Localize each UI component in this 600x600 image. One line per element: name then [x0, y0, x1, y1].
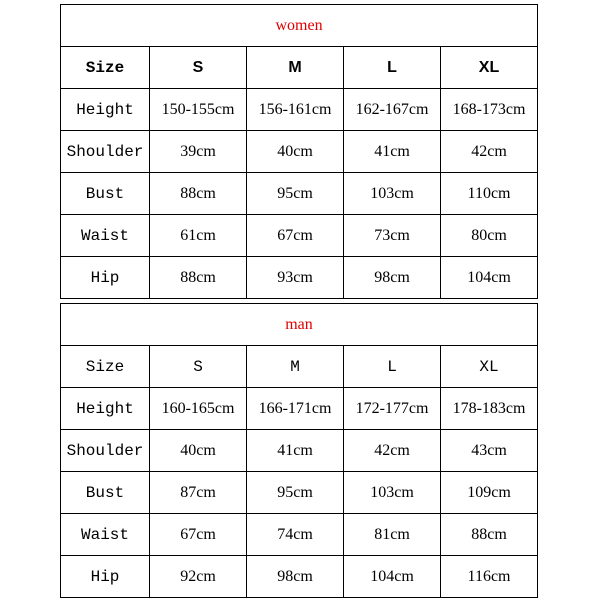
- table-cell: 43cm: [441, 430, 538, 472]
- row-label-bust: Bust: [61, 173, 150, 215]
- table-row: [61, 215, 538, 257]
- row-label-shoulder: Shoulder: [61, 430, 150, 472]
- row-label-waist: Waist: [61, 215, 150, 257]
- table-cell: 160-165cm: [150, 388, 247, 430]
- table-row: [61, 514, 538, 556]
- table-cell: 73cm: [344, 215, 441, 257]
- row-label-bust: Bust: [61, 472, 150, 514]
- women-table-title: women: [61, 5, 538, 47]
- table-cell: 61cm: [150, 215, 247, 257]
- table-row: [61, 472, 538, 514]
- table-cell: 92cm: [150, 556, 247, 598]
- table-cell: 103cm: [344, 173, 441, 215]
- table-row: [61, 89, 538, 131]
- row-label-hip: Hip: [61, 257, 150, 299]
- table-cell: 67cm: [247, 215, 344, 257]
- size-xl-header: XL: [441, 47, 538, 89]
- table-cell: 40cm: [150, 430, 247, 472]
- size-header-label: Size: [61, 346, 150, 388]
- table-cell: 88cm: [150, 257, 247, 299]
- table-cell: 95cm: [247, 173, 344, 215]
- table-cell: 88cm: [150, 173, 247, 215]
- table-cell: 39cm: [150, 131, 247, 173]
- row-label-height: Height: [61, 89, 150, 131]
- row-label-height: Height: [61, 388, 150, 430]
- table-cell: 98cm: [247, 556, 344, 598]
- size-header-label: Size: [61, 47, 150, 89]
- table-cell: 116cm: [441, 556, 538, 598]
- size-s-header: S: [150, 47, 247, 89]
- table-cell: 67cm: [150, 514, 247, 556]
- table-cell: 172-177cm: [344, 388, 441, 430]
- table-cell: 110cm: [441, 173, 538, 215]
- table-cell: 80cm: [441, 215, 538, 257]
- women-size-table: [60, 4, 538, 299]
- table-row: [61, 430, 538, 472]
- table-cell: 41cm: [247, 430, 344, 472]
- table-cell: 166-171cm: [247, 388, 344, 430]
- table-row: [61, 173, 538, 215]
- table-cell: 168-173cm: [441, 89, 538, 131]
- size-l-header: L: [344, 47, 441, 89]
- table-cell: 162-167cm: [344, 89, 441, 131]
- table-cell: 109cm: [441, 472, 538, 514]
- row-label-hip: Hip: [61, 556, 150, 598]
- table-row: [61, 556, 538, 598]
- table-cell: 95cm: [247, 472, 344, 514]
- table-cell: 88cm: [441, 514, 538, 556]
- women-size-header-row: [61, 47, 538, 89]
- table-cell: 156-161cm: [247, 89, 344, 131]
- table-row: [61, 388, 538, 430]
- man-table-title: man: [61, 304, 538, 346]
- table-cell: 150-155cm: [150, 89, 247, 131]
- table-row: [61, 131, 538, 173]
- table-cell: 104cm: [344, 556, 441, 598]
- size-l-header: L: [344, 346, 441, 388]
- table-row: [61, 257, 538, 299]
- table-cell: 87cm: [150, 472, 247, 514]
- table-cell: 74cm: [247, 514, 344, 556]
- table-cell: 103cm: [344, 472, 441, 514]
- table-cell: 40cm: [247, 131, 344, 173]
- size-m-header: M: [247, 47, 344, 89]
- table-cell: 42cm: [441, 131, 538, 173]
- row-label-waist: Waist: [61, 514, 150, 556]
- table-cell: 104cm: [441, 257, 538, 299]
- size-s-header: S: [150, 346, 247, 388]
- table-cell: 81cm: [344, 514, 441, 556]
- table-cell: 41cm: [344, 131, 441, 173]
- size-m-header: M: [247, 346, 344, 388]
- table-cell: 93cm: [247, 257, 344, 299]
- row-label-shoulder: Shoulder: [61, 131, 150, 173]
- man-size-table: [60, 303, 538, 598]
- man-size-header-row: [61, 346, 538, 388]
- table-cell: 98cm: [344, 257, 441, 299]
- table-cell: 42cm: [344, 430, 441, 472]
- table-cell: 178-183cm: [441, 388, 538, 430]
- size-xl-header: XL: [441, 346, 538, 388]
